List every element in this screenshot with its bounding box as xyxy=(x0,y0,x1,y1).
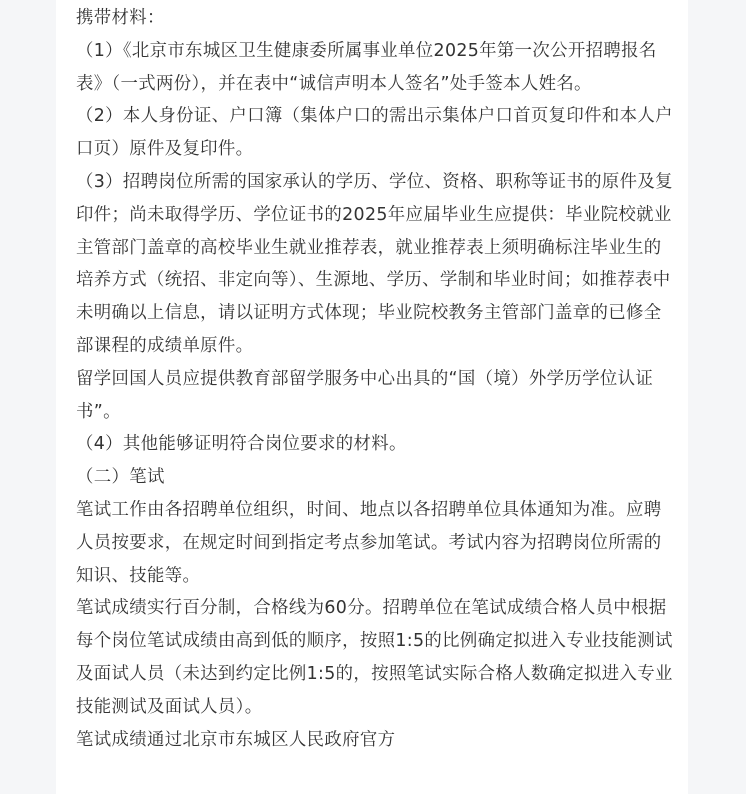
paragraph-overseas: 留学回国人员应提供教育部留学服务中心出具的“国（境）外学历学位认证书”。 xyxy=(76,368,654,422)
paragraph-exam-scoring: 笔试成绩实行百分制，合格线为60分。招聘单位在笔试成绩合格人员中根据每个岗位笔试成绩由高到低的顺序，按照1:5的比例确定拟进入专业技能测试及面试人员（未达到约定比例1:5的，按照笔试实际合格人数确定拟进入专业技能测试及面试人员）。 xyxy=(76,598,673,717)
paragraph-materials-heading: 携带材料： xyxy=(76,8,165,28)
paragraph-exam-results: 笔试成绩通过北京市东城区人民政府官方 xyxy=(76,729,396,750)
paragraph-exam-organization: 笔试工作由各招聘单位组织，时间、地点以各招聘单位具体通知为准。应聘人员按要求，在规定时间到指定考点参加笔试。考试内容为招聘岗位所需的知识、技能等。 xyxy=(76,499,662,586)
paragraph-item-1: （1）《北京市东城区卫生健康委所属事业单位2025年第一次公开招聘报名表》（一式两份），并在表中“诚信声明本人签名”处手签本人姓名。 xyxy=(76,40,657,94)
page xyxy=(56,0,688,794)
section-heading-written-exam: （二）笔试 xyxy=(76,467,165,488)
paragraph-item-2: （2）本人身份证、户口簿（集体户口的需出示集体户口首页复印件和本人户口页）原件及复印件。 xyxy=(76,106,673,160)
paragraph-item-3: （3）招聘岗位所需的国家承认的学历、学位、资格、职称等证书的原件及复印件；尚未取得学历、学位证书的2025年应届毕业生应提供：毕业院校就业主管部门盖章的高校毕业生就业推荐表，就业推荐表上须明确标注毕业生的培养方式（统招、非定向等）、生源地、学历、学制和毕业时间；如推荐表中未明确以上信息，请以证明方式体现；毕业院校教务主管部门盖章的已修全部课程的成绩单原件。 xyxy=(76,171,673,356)
article-body xyxy=(76,2,674,756)
paragraph-item-4: （4）其他能够证明符合岗位要求的材料。 xyxy=(76,434,407,455)
